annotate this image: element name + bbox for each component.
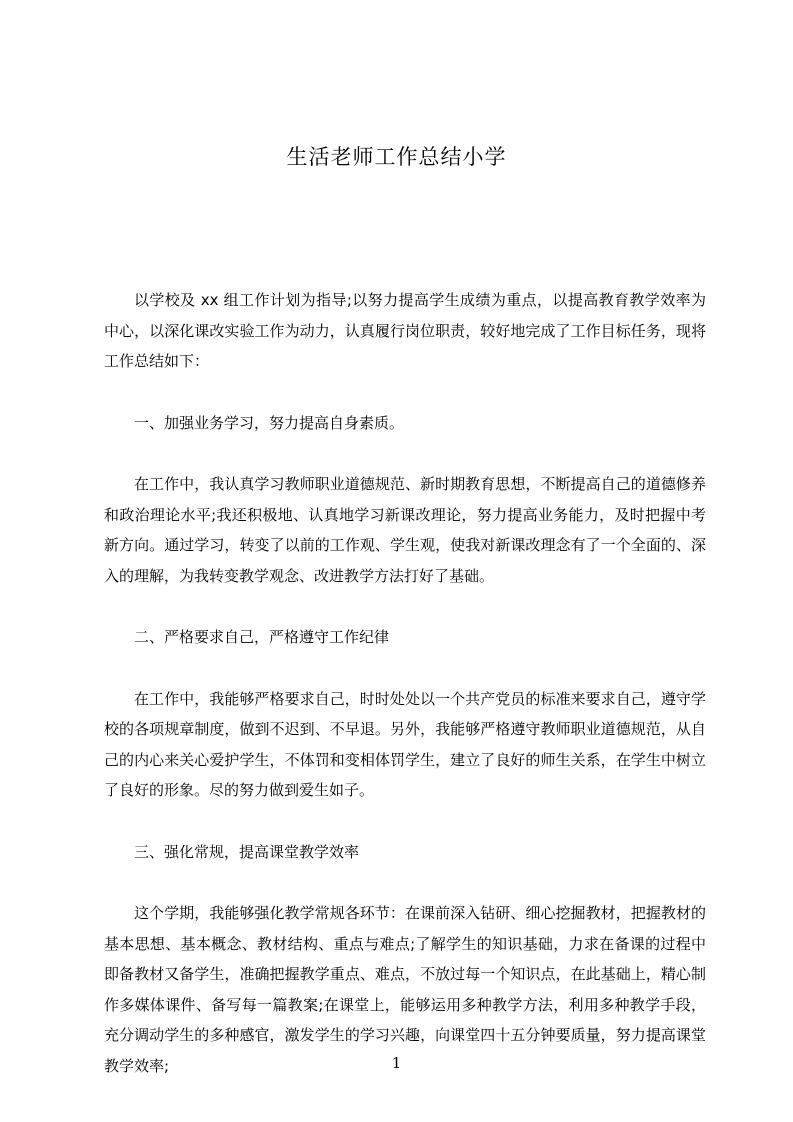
section-2-heading: 二、严格要求自己，严格遵守工作纪律 (134, 628, 390, 646)
section-1-heading: 一、加强业务学习，努力提高自身素质。 (134, 413, 405, 432)
document-body (104, 285, 706, 1081)
section-1-body: 在工作中，我认真学习教师职业道德规范、新时期教育思想，不断提高自己的道德修养和政治理论水平;我还积极地、认真地学习新课改理论，努力提高业务能力，及时把握中考新方向。通过学习，转变了以前的工作观、学生观，使我对新课改理念有了一个全面的、深入的理解，为我转变教学观念、改进教学方法打好了基础。 (104, 475, 706, 585)
section-2-body: 在工作中，我能够严格要求自己，时时处处以一个共产党员的标准来要求自己，遵守学校的各项规章制度，做到不迟到、不早退。另外，我能够严格遵守教师职业道德规范，从自己的内心来关心爱护学生，不体罚和变相体罚学生，建立了良好的师生关系，在学生中树立了良好的形象。尽的努力做到爱生如子。 (104, 689, 706, 799)
paragraph-gap (104, 377, 706, 408)
paragraph-gap (104, 806, 706, 837)
section-3-heading: 三、强化常规，提高课堂教学效率 (134, 842, 360, 861)
document-title: 生活老师工作总结小学 (286, 145, 507, 169)
paragraph-gap (104, 438, 706, 469)
intro-paragraph: 以学校及 xx 组工作计划为指导;以努力提高学生成绩为重点，以提高教育教学效率为中心，以深化课改实验工作为动力，认真履行岗位职责，较好地完成了工作目标任务，现将工作总结如下： (104, 291, 706, 370)
section-3-body: 这个学期，我能够强化教学常规各环节：在课前深入钻研、细心挖掘教材，把握教材的基本思想、基本概念、教材结构、重点与难点;了解学生的知识基础，力求在备课的过程中即备教材又备学生，准确把握教学重点、难点，不放过每一个知识点，在此基础上，精心制作多媒体课件、备写每一篇教案;在课堂上，能够运用多种教学方法，利用多种教学手段，充分调动学生的多种感官，激发学生的学习兴趣，向课堂四十五分钟要质量，努力提高课堂教学效率; (104, 904, 706, 1075)
paragraph-gap (104, 591, 706, 622)
paragraph-gap (104, 867, 706, 898)
page-number: 1 (391, 1054, 402, 1072)
paragraph-gap (104, 653, 706, 684)
